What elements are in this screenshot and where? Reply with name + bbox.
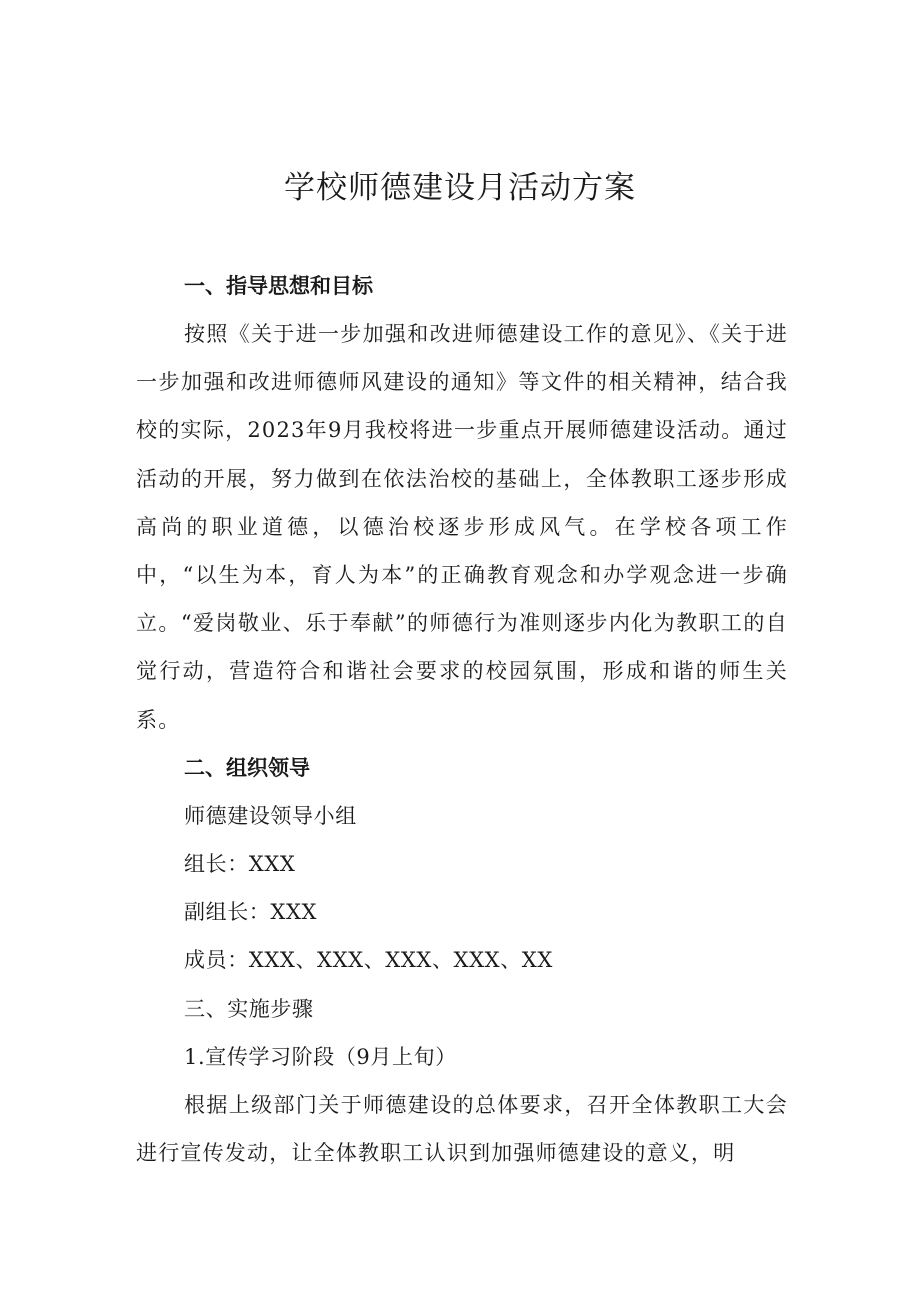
group-leader: 组长：XXX: [184, 852, 296, 877]
deputy-group-leader: 副组长：XXX: [184, 900, 318, 925]
paragraph-step1: 根据上级部门关于师德建设的总体要求，召开全体教职工大会进行宣传发动，让全体教职工认识到加强师德建设的意义，明: [136, 1092, 788, 1166]
document-body: [136, 262, 788, 1177]
section-heading-organization: 二、组织领导: [184, 755, 310, 780]
paragraph-guiding-ideology: 按照《关于进一步加强和改进师德建设工作的意见》、《关于进一步加强和改进师德师风建设的通知》等文件的相关精神，结合我校的实际，2023年9月我校将进一步重点开展师德建设活动。通过活动的开展，努力做到在依法治校的基础上，全体教职工逐步形成高尚的职业道德，以德治校逐步形成风气。在学校各项工作中，“以生为本，育人为本”的正确教育观念和办学观念进一步确立。“爱岗敬业、乐于奉献”的师德行为准则逐步内化为教职工的自觉行动，营造符合和谐社会要求的校园氛围，形成和谐的师生关系。: [136, 322, 788, 732]
document-title: 学校师德建设月活动方案: [284, 170, 636, 206]
section-heading-guiding-ideology: 一、指导思想和目标: [184, 274, 373, 298]
leadership-group-name: 师德建设领导小组: [184, 803, 357, 828]
section-heading-implementation: 三、实施步骤: [184, 996, 314, 1021]
step1-title: 1.宣传学习阶段（9月上旬）: [184, 1044, 457, 1069]
group-members: 成员：XXX、XXX、XXX、XXX、XX: [184, 948, 553, 973]
